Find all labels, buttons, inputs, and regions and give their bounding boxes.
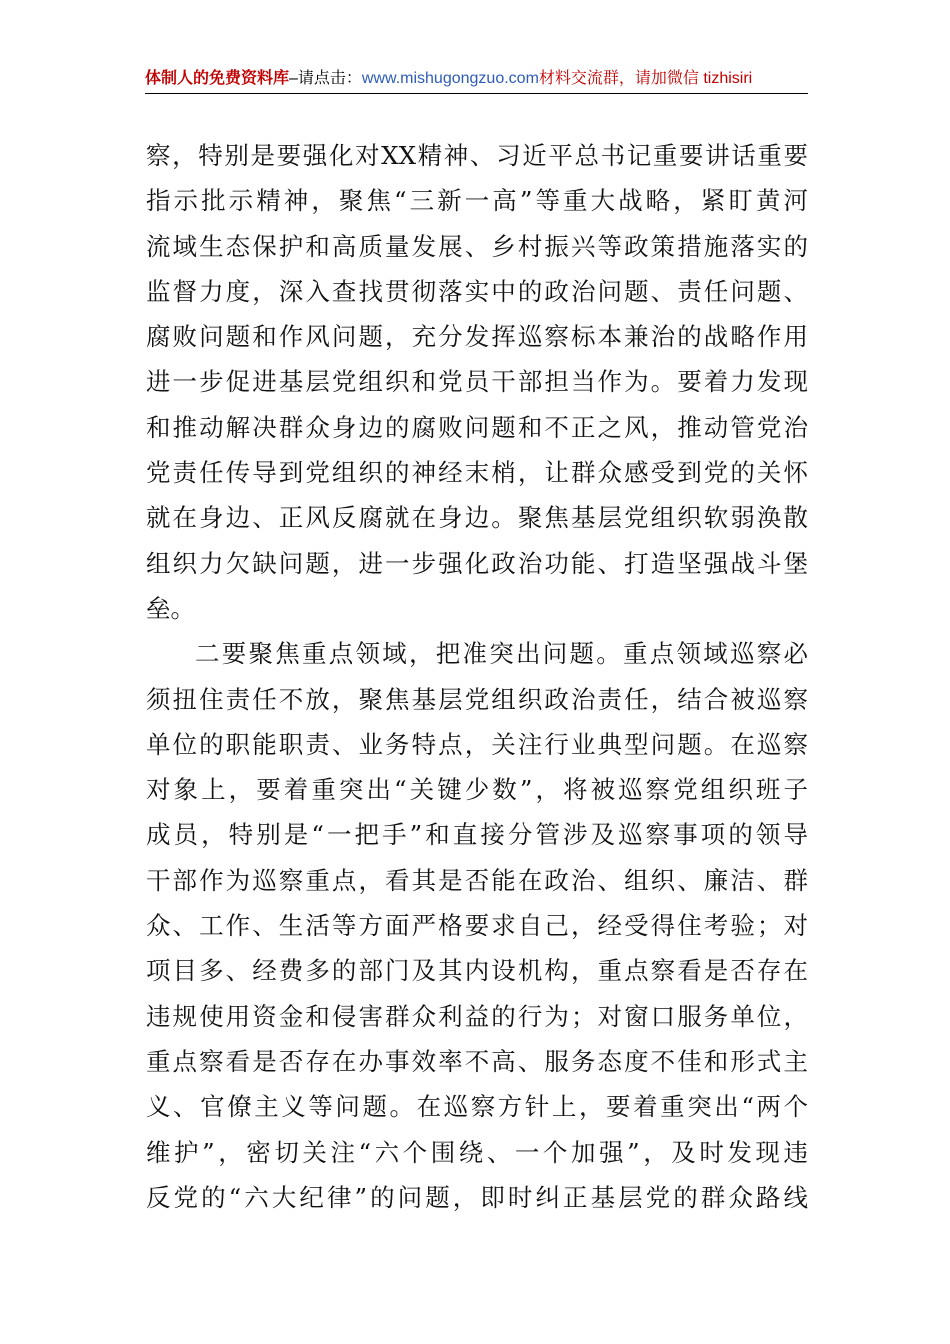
text-line: 监督力度，深入查找贯彻落实中的政治问题、责任问题、 <box>146 276 808 306</box>
text-line: 众、工作、生活等方面严格要求自己，经受得住考验；对 <box>146 911 808 941</box>
text-line: 维护”，密切关注“六个围绕、一个加强”，及时发现违 <box>146 1137 808 1167</box>
header-link[interactable]: www.mishugongzuo.com <box>361 70 539 87</box>
text-line: 腐败问题和作风问题，充分发挥巡察标本兼治的战略作用 <box>146 322 808 352</box>
text-line: 单位的职能职责、业务特点，关注行业典型问题。在巡察 <box>146 729 808 759</box>
text-line: 义、官僚主义等问题。在巡察方针上，要着重突出“两个 <box>146 1092 808 1122</box>
header-contact: 材料交流群，请加微信 tizhisiri <box>538 70 753 87</box>
page-header <box>145 66 808 92</box>
document-body <box>146 133 808 1220</box>
text-line: 和推动解决群众身边的腐败问题和不正之风，推动管党治 <box>146 412 808 442</box>
header-prompt: –请点击： <box>289 70 362 87</box>
text-line: 反党的“六大纪律”的问题，即时纠正基层党的群众路线 <box>146 1182 808 1212</box>
header-divider <box>145 93 808 94</box>
text-line: 项目多、经费多的部门及其内设机构，重点察看是否存在 <box>146 956 808 986</box>
text-line: 对象上，要着重突出“关键少数”，将被巡察党组织班子 <box>146 775 808 805</box>
text-line: 就在身边、正风反腐就在身边。聚焦基层党组织软弱涣散 <box>146 503 808 533</box>
paragraph-end-line: 垒。 <box>146 593 195 623</box>
paragraph-start-line: 二要聚焦重点领域，把准突出问题。重点领域巡察必 <box>195 639 808 669</box>
text-line: 指示批示精神，聚焦“三新一高”等重大战略，紧盯黄河 <box>146 186 808 216</box>
text-line: 重点察看是否存在办事效率不高、服务态度不佳和形式主 <box>146 1046 808 1076</box>
text-line: 党责任传导到党组织的神经末梢，让群众感受到党的关怀 <box>146 458 808 488</box>
text-line: 干部作为巡察重点，看其是否能在政治、组织、廉洁、群 <box>146 865 808 895</box>
text-line: 须扭住责任不放，聚焦基层党组织政治责任，结合被巡察 <box>146 684 808 714</box>
text-line: 进一步促进基层党组织和党员干部担当作为。要着力发现 <box>146 367 808 397</box>
text-line: 组织力欠缺问题，进一步强化政治功能、打造坚强战斗堡 <box>146 548 808 578</box>
text-line: 成员，特别是“一把手”和直接分管涉及巡察事项的领导 <box>146 820 808 850</box>
text-line: 察，特别是要强化对XX精神、习近平总书记重要讲话重要 <box>146 141 808 170</box>
text-line: 流域生态保护和高质量发展、乡村振兴等政策措施落实的 <box>146 231 808 261</box>
header-brand: 体制人的免费资料库 <box>145 70 290 87</box>
text-line: 违规使用资金和侵害群众利益的行为；对窗口服务单位， <box>146 1001 808 1031</box>
